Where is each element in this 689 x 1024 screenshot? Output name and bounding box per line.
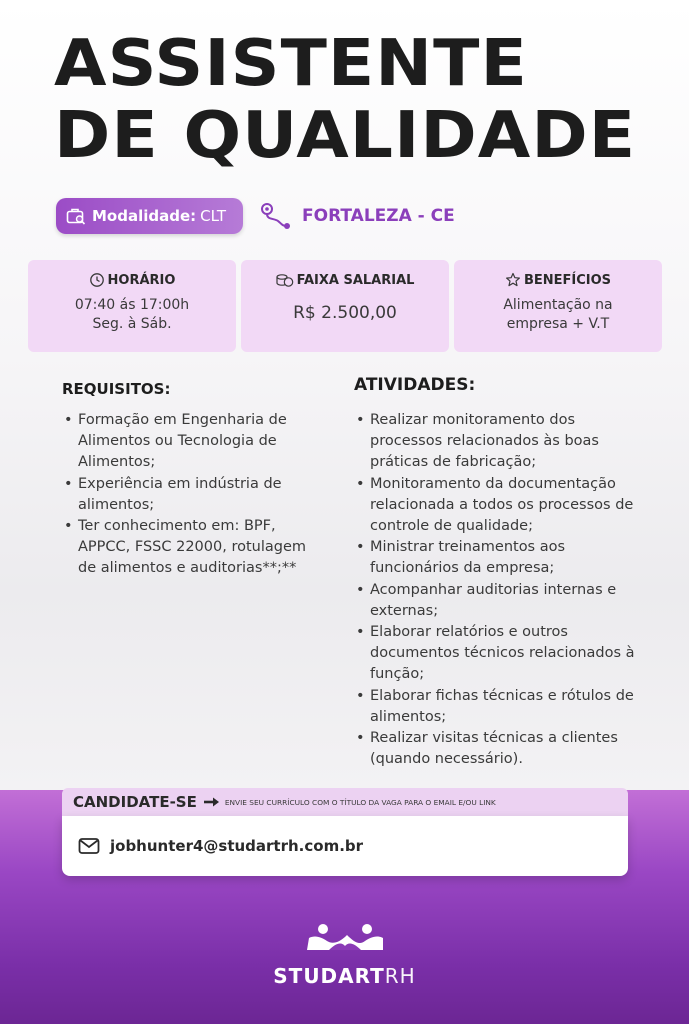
modality-value: CLT (200, 207, 227, 225)
requirements-title: REQUISITOS: (62, 380, 171, 398)
list-item (354, 410, 674, 474)
list-item-line: • Elaborar relatórios e outros (370, 624, 568, 641)
list-item (354, 474, 674, 538)
list-item (354, 580, 674, 622)
list-item (354, 728, 674, 770)
list-item-line: • Realizar visitas técnicas a clientes (370, 730, 618, 747)
modality-badge (56, 198, 243, 234)
studart-logo-text (0, 964, 689, 988)
benefits-line1: Alimentação na (503, 297, 613, 313)
list-item-line: relacionada a todos os processos de (370, 496, 634, 513)
list-item (354, 537, 674, 579)
logo-text-bold: STUDART (273, 964, 385, 988)
list-item (62, 474, 342, 516)
location (260, 200, 455, 232)
requirements-list (62, 410, 342, 580)
activities-list (354, 410, 674, 770)
apply-email-link[interactable]: jobhunter4@studartrh.com.br (110, 837, 364, 855)
salary-card (241, 260, 449, 352)
apply-email-box[interactable] (62, 816, 628, 876)
list-item (62, 516, 342, 580)
list-item-line: documentos técnicos relacionados à (370, 645, 635, 662)
list-item-line: Alimentos; (78, 454, 156, 471)
list-item-line: alimentos; (78, 496, 155, 513)
list-item-line: • Experiência em indústria de (78, 475, 282, 492)
studart-logo-icon (295, 918, 395, 958)
logo-text-light: RH (384, 964, 416, 988)
salary-value: R$ 2.500,00 (293, 303, 397, 323)
list-item-line: funcionários da empresa; (370, 560, 555, 577)
briefcase-search-icon (66, 207, 86, 225)
list-item-line: APPCC, FSSC 22000, rotulagem (78, 539, 306, 556)
location-route-icon (260, 202, 292, 230)
list-item (354, 686, 674, 728)
coins-icon (276, 272, 294, 288)
location-text: FORTALEZA - CE (302, 206, 455, 226)
apply-label: CANDIDATE-SE (73, 793, 197, 811)
list-item-line: • Formação em Engenharia de (78, 412, 287, 428)
list-item-line: • Acompanhar auditorias internas e (370, 581, 617, 598)
apply-header (62, 788, 628, 816)
list-item-line: • Elaborar fichas técnicas e rótulos de (370, 687, 634, 704)
list-item (354, 622, 674, 686)
list-item-line: função; (370, 666, 425, 683)
schedule-days: Seg. à Sáb. (92, 316, 172, 332)
apply-instructions: ENVIE SEU CURRÍCULO COM O TÍTULO DA VAGA PARA O EMAIL E/OU LINK (224, 797, 496, 807)
schedule-hours: 07:40 ás 17:00h (74, 297, 190, 313)
list-item-line: • Monitoramento da documentação (370, 475, 616, 492)
list-item-line: controle de qualidade; (370, 518, 533, 535)
list-item-line: Alimentos ou Tecnologia de (78, 433, 277, 450)
list-item-line: • Ter conhecimento em: BPF, (78, 518, 276, 535)
list-item (62, 410, 342, 474)
list-item-line: de alimentos e auditorias**;** (78, 560, 297, 577)
schedule-title: HORÁRIO (107, 272, 176, 288)
salary-title: FAIXA SALARIAL (296, 272, 415, 288)
list-item-line: alimentos; (370, 708, 447, 725)
arrow-right-icon (203, 796, 221, 808)
benefits-title: BENEFÍCIOS (523, 272, 612, 288)
list-item-line: externas; (370, 602, 439, 619)
job-title-line2: DE QUALIDADE (54, 99, 637, 173)
schedule-card (28, 260, 236, 352)
clock-icon (89, 272, 105, 288)
job-title (54, 27, 637, 173)
list-item-line: (quando necessário). (370, 751, 523, 768)
benefits-line2: empresa + V.T (506, 316, 610, 332)
list-item-line: • Realizar monitoramento dos (370, 412, 576, 428)
activities-title: ATIVIDADES: (354, 375, 476, 395)
benefits-card (454, 260, 662, 352)
job-title-line1: ASSISTENTE (54, 27, 528, 101)
list-item-line: processos relacionados às boas (370, 433, 599, 450)
list-item-line: práticas de fabricação; (370, 454, 537, 471)
star-badge-icon (505, 272, 521, 288)
modality-label: Modalidade: (92, 207, 197, 225)
list-item-line: • Ministrar treinamentos aos (370, 539, 566, 556)
envelope-icon (78, 837, 100, 855)
